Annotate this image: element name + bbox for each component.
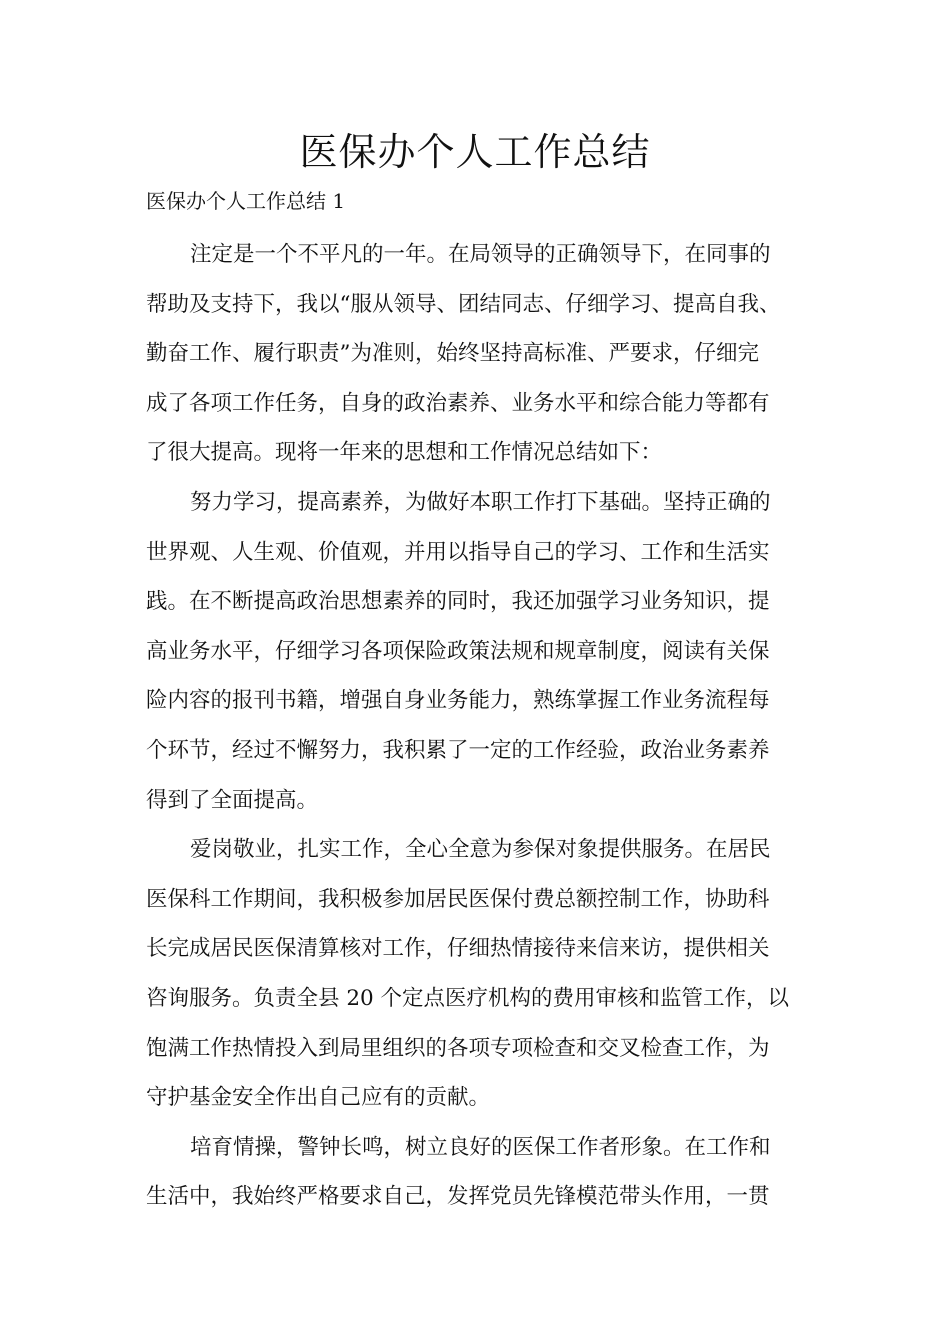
paragraph-line: 爱岗敬业，扎实工作，全心全意为参保对象提供服务。在居民 (190, 837, 771, 863)
document-subtitle: 医保办个人工作总结 1 (146, 189, 346, 213)
paragraph-line: 生活中，我始终严格要求自己，发挥党员先锋模范带头作用，一贯 (146, 1184, 770, 1210)
paragraph-line: 医保科工作期间，我积极参加居民医保付费总额控制工作，协助科 (146, 886, 770, 912)
paragraph-line: 成了各项工作任务，自身的政治素养、业务水平和综合能力等都有 (146, 390, 770, 416)
paragraph-line: 饱满工作热情投入到局里组织的各项专项检查和交叉检查工作，为 (146, 1035, 770, 1061)
paragraph-line: 努力学习，提高素养，为做好本职工作打下基础。坚持正确的 (190, 489, 771, 515)
paragraph-line: 注定是一个不平凡的一年。在局领导的正确领导下，在同事的 (190, 242, 771, 267)
paragraph-1 (146, 230, 826, 478)
paragraph-line: 了很大提高。现将一年来的思想和工作情况总结如下： (146, 440, 663, 466)
paragraph-line: 培育情操，警钟长鸣，树立良好的医保工作者形象。在工作和 (190, 1134, 771, 1160)
document-body (146, 230, 826, 1222)
paragraph-line: 高业务水平，仔细学习各项保险政策法规和规章制度，阅读有关保 (146, 638, 770, 664)
document-title: 医保办个人工作总结 (299, 130, 651, 174)
paragraph-line: 险内容的报刊书籍，增强自身业务能力，熟练掌握工作业务流程每 (146, 688, 770, 714)
paragraph-4 (146, 1123, 826, 1222)
paragraph-line: 咨询服务。负责全县 20 个定点医疗机构的费用审核和监管工作，以 (146, 985, 790, 1011)
paragraph-line: 世界观、人生观、价值观，并用以指导自己的学习、工作和生活实 (146, 539, 770, 565)
paragraph-line: 帮助及支持下，我以“服从领导、团结同志、仔细学习、提高自我、 (146, 291, 781, 317)
paragraph-line: 践。在不断提高政治思想素养的同时，我还加强学习业务知识，提 (146, 589, 770, 615)
paragraph-line: 勤奋工作、履行职责”为准则，始终坚持高标准、严要求，仔细完 (146, 341, 759, 367)
paragraph-line: 长完成居民医保清算核对工作，仔细热情接待来信来访，提供相关 (146, 936, 770, 962)
paragraph-3 (146, 825, 826, 1123)
paragraph-line: 得到了全面提高。 (146, 787, 319, 813)
paragraph-line: 守护基金安全作出自己应有的贡献。 (146, 1085, 491, 1111)
paragraph-line: 个环节，经过不懈努力，我积累了一定的工作经验，政治业务素养 (146, 737, 770, 763)
paragraph-2 (146, 478, 826, 825)
